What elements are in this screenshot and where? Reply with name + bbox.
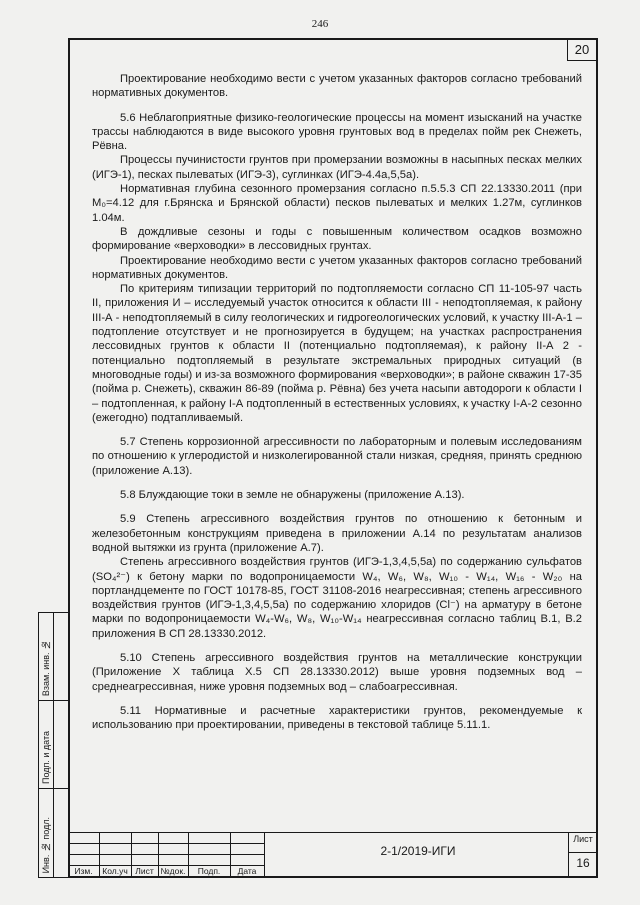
- paragraph: 5.6 Неблагоприятные физико-геологические процессы на момент изысканий на участке трассы наблюдаются в виде высокого уровня грунтовых вод в пределах пойм рек Снежеть, Рёвна.: [92, 111, 582, 153]
- sidebar-cell-inv: [39, 789, 68, 877]
- stamp-header-koluch: Кол.уч: [102, 866, 128, 876]
- sidebar-label-inv: Инв. № подл.: [41, 816, 51, 873]
- sidebar-label-vzam: Взам. инв. №: [41, 639, 51, 696]
- title-block: [68, 832, 598, 878]
- paragraph: 5.7 Степень коррозионной агрессивности по лабораторным и полевым исследованиям по отношению к углеродистой и низколегированной стали низкая, средняя, принять среднюю (приложение А.13).: [92, 436, 582, 477]
- frame-page-number: 20: [567, 40, 596, 61]
- paragraph: Процессы пучинистости грунтов при промерзании возможны в насыпных песках мелких (ИГЭ-1), песках пылеватых (ИГЭ-3), суглинках (ИГЭ-4.4а,5,5а).: [92, 154, 582, 181]
- paragraph: По критериям типизации территорий по подтопляемости согласно СП 11-105-97 часть II, приложения И – исследуемый участок относится к области III - неподтопляемая, к району III-А - неподтопляемый в силу геологических и гидрогеологических условий, к участку III-А-1 – подтопление отсутствует и не прогнозируется в будущем; на участках распространения лессовидных грунтов к области II (потенциально подтопляемая), к району II-А 2 - потенциально подтопляемый в результате экстремальных природных ситуаций (в многоводные годы) и из-за возможного формирования «верховодки»; в районе скважин 17-35 (пойма р. Снежеть), скважин 86-89 (пойма р. Рёвна) без учета насыпи автодороги к области I – подтопленная, к району I-А подтопленный в естественных условиях, к участку I-А-2 сезонно (ежегодно) подтапливаемый.: [92, 283, 582, 424]
- paragraph: 5.8 Блуждающие токи в земле не обнаружены (приложение А.13).: [120, 489, 465, 502]
- stamp-line: [568, 852, 598, 853]
- scan-page-number: 246: [311, 18, 329, 30]
- stamp-header-podp: Подп.: [197, 866, 221, 876]
- document-body: [92, 72, 582, 732]
- paragraph: 5.9 Степень агрессивного воздействия грунтов по отношению к бетонным и железобетонным конструкциям приведена в приложении А.14 по результатам анализов водной вытяжки из грунта (приложение А.7).: [92, 513, 582, 554]
- paragraph: Проектирование необходимо вести с учетом указанных факторов согласно требований нормативных документов.: [92, 254, 582, 281]
- paragraph: Нормативная глубина сезонного промерзания согласно п.5.5.3 СП 22.13330.2011 (при М₀=4.12 для г.Брянска и Брянской области) песков пылеватых и мелких 1.27м, суглинков 1.04м.: [92, 183, 582, 224]
- stamp-header-list: Лист: [135, 866, 154, 876]
- stamp-line: [264, 832, 265, 878]
- stamp-header-data: Дата: [237, 866, 257, 876]
- sidebar-cell-vzam: [39, 613, 68, 701]
- binding-sidebar: [38, 612, 68, 878]
- stamp-line: [68, 832, 598, 833]
- sidebar-cell-podp: [39, 701, 68, 789]
- sheet-number: 16: [576, 856, 590, 870]
- stamp-line: [68, 854, 264, 855]
- stamp-header-izm: Изм.: [74, 866, 93, 876]
- sidebar-label-podp: Подп. и дата: [41, 730, 51, 784]
- paragraph: 5.10 Степень агрессивного воздействия грунтов на металлические конструкции (Приложение Х таблица Х.5 СП 28.13330.2012) выше уровня подземных вод – среднеагрессивная, ниже уровня подземных вод – слабоагрессивная.: [92, 651, 582, 693]
- paragraph: Степень агрессивного воздействия грунтов (ИГЭ-1,3,4,5,5а) по содержанию сульфатов (SO₄²⁻) к бетону марки по водопроницаемости W₄, W₆, W₈, W₁₀ - W₁₄, W₁₆ - W₂₀ на портландцементе по ГОСТ 10178-85, ГОСТ 31108-2016 неагрессивная; степень агрессивного воздействия грунтов (ИГЭ-1,3,4,5,5а) по содержанию хлоридов (Cl⁻) на арматуру в бетоне марки по водопроницаемости W₄-W₆, W₈, W₁₀-W₁₄ неагрессивная согласно таблиц В.1, В.2 приложения В СП 28.13330.2012.: [92, 556, 582, 640]
- document-number: 2-1/2019-ИГИ: [380, 844, 456, 858]
- stamp-line: [68, 843, 264, 844]
- sheet-label: Лист: [573, 834, 593, 844]
- paragraph: Проектирование необходимо вести с учетом указанных факторов согласно требований нормативных документов.: [92, 73, 582, 100]
- paragraph: В дождливые сезоны и годы с повышенным количеством осадков возможно формирование «верховодки» в лессовидных грунтах.: [92, 225, 582, 253]
- stamp-header-ndok: №док.: [160, 866, 186, 876]
- paragraph: 5.11 Нормативные и расчетные характеристики грунтов, рекомендуемые к использованию при проектировании, приведены в текстовой таблице 5.11.1.: [92, 704, 582, 732]
